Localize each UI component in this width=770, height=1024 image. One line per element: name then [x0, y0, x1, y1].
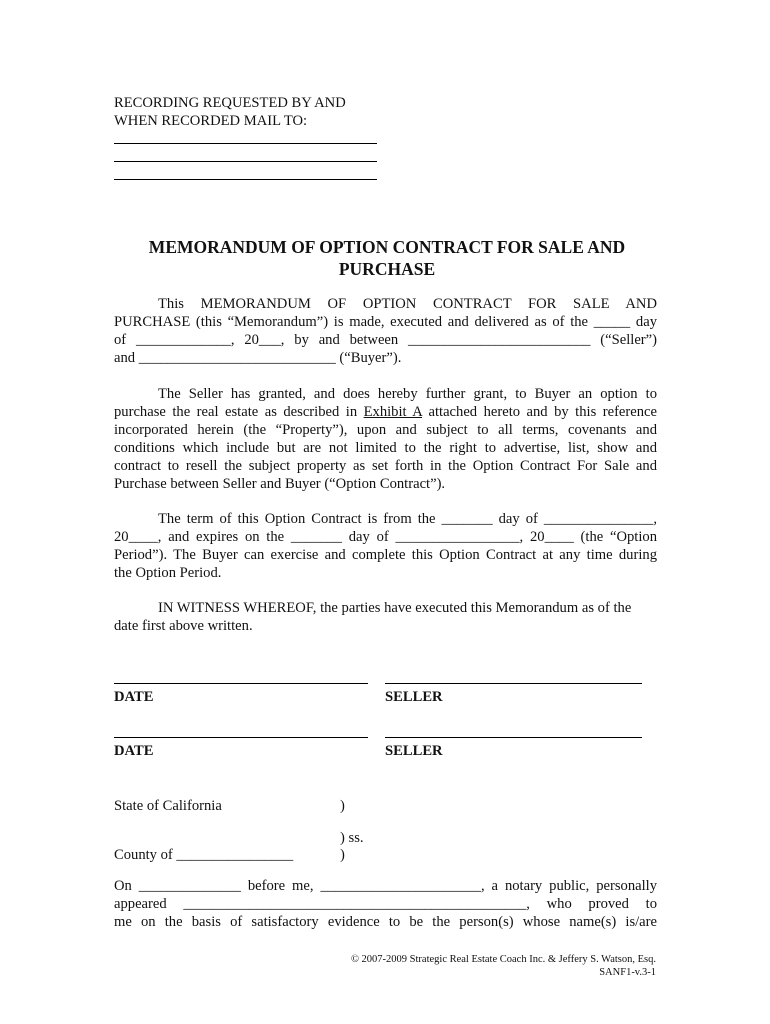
grant-line-2	[114, 403, 657, 421]
term-line-2: 20____, and expires on the _______ day of _________________, 20____ (the “Option	[114, 529, 657, 545]
notary-line-2: appeared _______________________________________________, who proved to	[114, 896, 657, 912]
footer-copyright: © 2007-2009 Strategic Real Estate Coach Inc. & Jeffery S. Watson, Esq.	[350, 954, 656, 965]
witness-line-2: date first above written.	[114, 618, 253, 634]
date-signature-line-1	[114, 683, 368, 684]
document-title-line1: MEMORANDUM OF OPTION CONTRACT FOR SALE AND	[148, 237, 626, 257]
seller-signature-line-1	[385, 683, 642, 684]
grant-line-5: contract to resell the subject property as set forth in the Option Contract For Sale and	[114, 458, 657, 474]
intro-line-2: PURCHASE (this “Memorandum”) is made, executed and delivered as of the _____ day	[114, 314, 657, 330]
document-title-line2: PURCHASE	[338, 259, 436, 279]
date-label-2: DATE	[114, 743, 154, 759]
venue-paren-1: )	[340, 798, 345, 814]
recording-requested-label: RECORDING REQUESTED BY AND	[114, 95, 346, 111]
date-signature-line-2	[114, 737, 368, 738]
intro-line-4: and ___________________________ (“Buyer”).	[114, 350, 402, 366]
intro-line-3: of _____________, 20___, by and between _________________________ (“Seller”)	[114, 332, 657, 348]
grant-line-6: Purchase between Seller and Buyer (“Option Contract”).	[114, 476, 446, 492]
venue-state: State of California	[114, 798, 222, 814]
seller-label-2: SELLER	[385, 743, 443, 759]
grant-line-2-pre: purchase the real estate as described in	[114, 404, 364, 420]
date-label-1: DATE	[114, 689, 154, 705]
grant-line-3: incorporated herein (the “Property”), upon and subject to all terms, covenants and	[114, 422, 657, 438]
term-line-3: Period”). The Buyer can exercise and complete this Option Contract at any time during	[114, 547, 657, 563]
grant-line-2-post: attached hereto and by this reference	[422, 404, 658, 420]
notary-line-1: On ______________ before me, ______________________, a notary public, personally	[114, 878, 657, 894]
seller-signature-line-2	[385, 737, 642, 738]
venue-county: County of ________________	[114, 847, 294, 863]
grant-line-4: conditions which include but are not limited to the right to advertise, list, show and	[114, 440, 657, 456]
mail-to-line-1	[114, 143, 377, 144]
venue-ss: ) ss.	[340, 830, 364, 846]
term-line-4: the Option Period.	[114, 565, 222, 581]
term-line-1: The term of this Option Contract is from the _______ day of _______________,	[158, 511, 657, 527]
mail-to-line-3	[114, 179, 377, 180]
venue-paren-2: )	[340, 847, 345, 863]
footer-form-id: SANF1-v.3-1	[599, 967, 656, 978]
grant-line-1: The Seller has granted, and does hereby further grant, to Buyer an option to	[158, 386, 657, 402]
when-recorded-label: WHEN RECORDED MAIL TO:	[114, 113, 308, 129]
mail-to-line-2	[114, 161, 377, 162]
exhibit-a-reference: Exhibit A	[363, 404, 422, 420]
notary-line-3: me on the basis of satisfactory evidence to be the person(s) whose name(s) is/are	[114, 914, 657, 930]
seller-label-1: SELLER	[385, 689, 443, 705]
intro-line-1: This MEMORANDUM OF OPTION CONTRACT FOR SALE AND	[158, 296, 657, 312]
witness-line-1: IN WITNESS WHEREOF, the parties have executed this Memorandum as of the	[158, 600, 632, 616]
